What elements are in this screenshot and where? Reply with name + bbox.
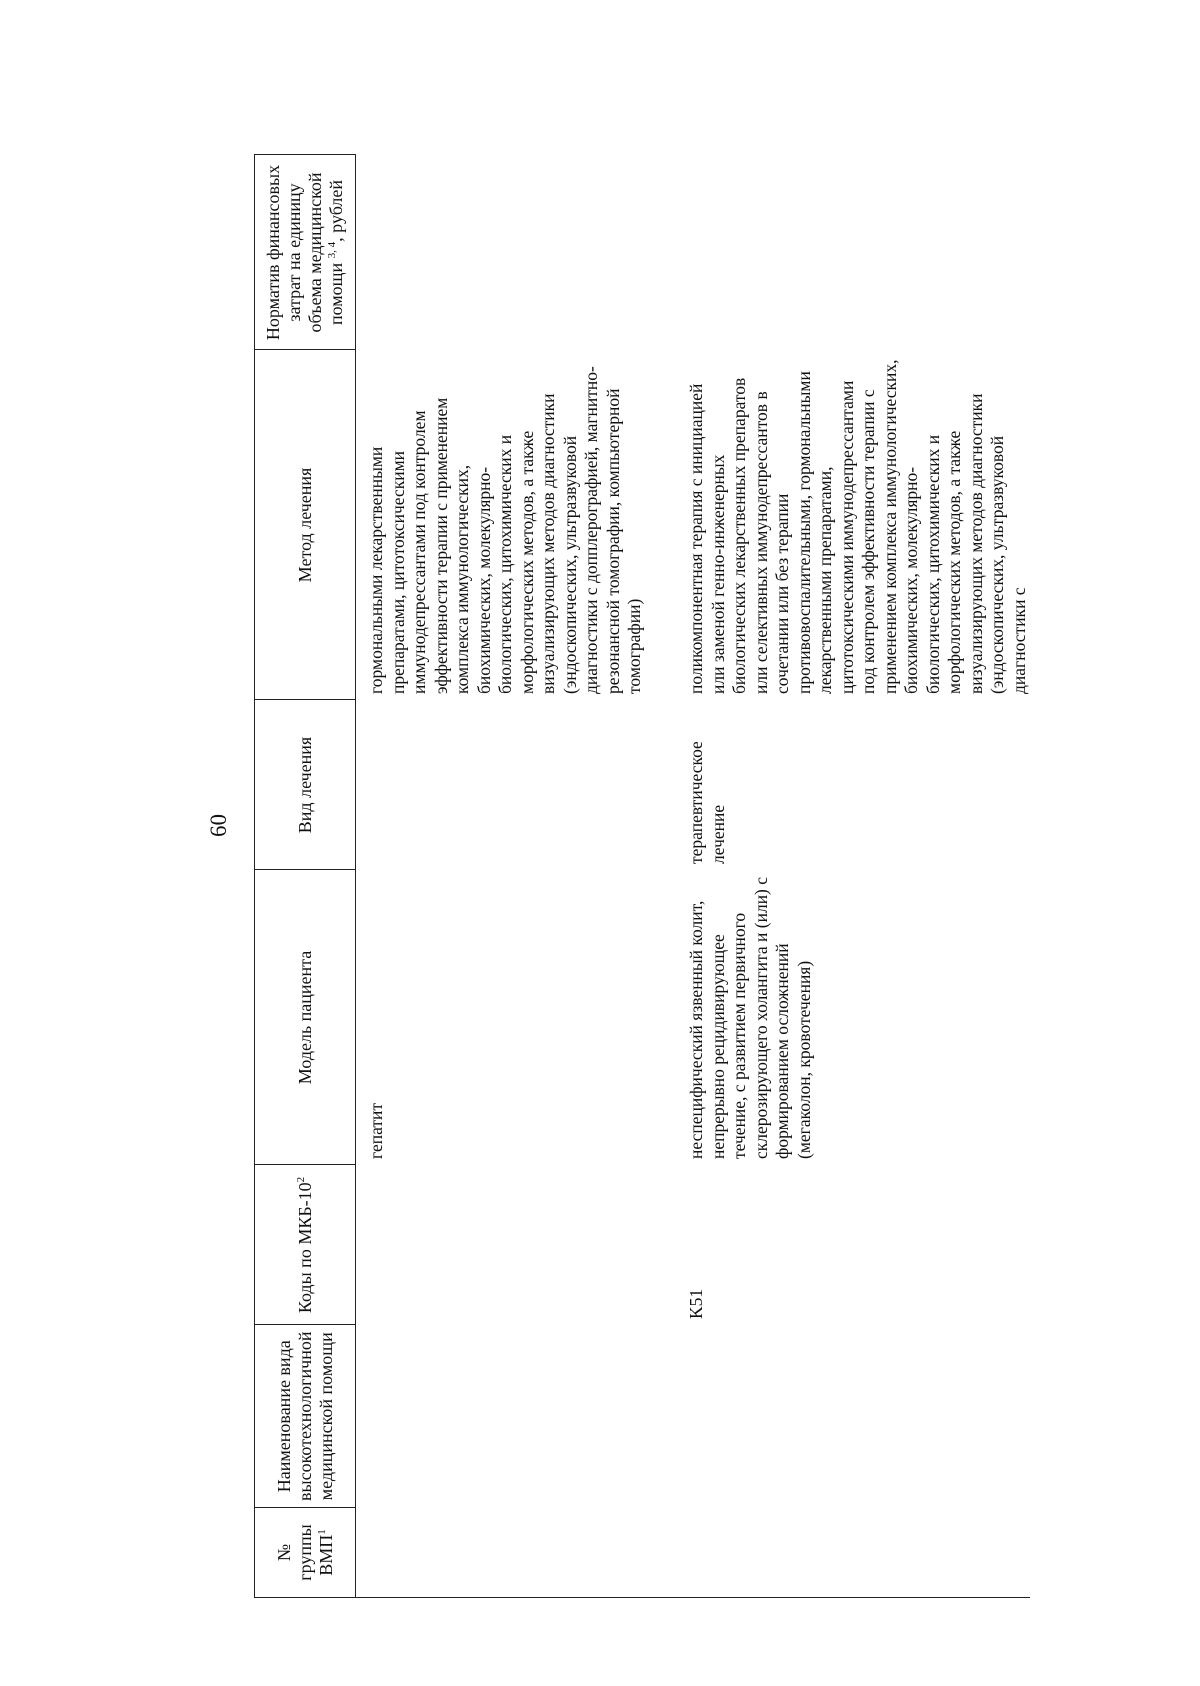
- cell-group-no: [356, 1508, 677, 1598]
- table-header-row: [255, 155, 356, 1598]
- cell-type-name: [676, 1325, 1030, 1508]
- cell-patient-model: гепатит: [366, 1102, 386, 1159]
- header-treatment-type: Вид лечения: [255, 700, 356, 870]
- cell-treatment-method: гормональными лекарственными препаратами, цитотоксическими иммунодепрессантами под контролем эффективности терапии с применением комплекса иммунологических, биохимических, молекулярно-биологических, цитохимических и морфологических методов, а также визуализирующих методов диагностики (эндоскопических, ультразвуковой диагностики с допплерографией, магнитно-резонансной томографии, компьютерной томографии): [366, 366, 644, 694]
- cell-group-no: [676, 1508, 1030, 1598]
- header-type-name: Наименование вида высокотехнологичной медицинской помощи: [255, 1325, 356, 1508]
- cell-icd-code: K51: [686, 1288, 706, 1319]
- page-number: 60: [206, 814, 231, 837]
- cell-type-name: [356, 1325, 677, 1508]
- cell-treatment-type: терапевтическое лечение: [686, 741, 728, 864]
- vmp-table: [254, 154, 1030, 1598]
- cell-cost-norm: [676, 155, 1030, 350]
- rotated-page: [146, 53, 1200, 1598]
- header-cost-norm: Норматив финансовых затрат на единицу объема медицинской помощи $^{3, 4}$, рублей: [255, 155, 356, 350]
- cell-icd-code: [356, 1165, 677, 1325]
- cell-treatment-method: поликомпонентная терапия с инициацией или заменой генно-инженерных биологических лекарственных препаратов или селективных иммунодепрессантов в сочетании или без терапии противовоспалительными, гормональными лекарственными препаратами, цитотоксическими иммунодепрессантами под контролем эффективности терапии с применением комплекса иммунологических, биохимических, молекулярно-биологических, цитохимических и морфологических методов, а также визуализирующих методов диагностики (эндоскопических, ультразвуковой диагностики с: [686, 359, 1029, 694]
- table-row: [356, 155, 677, 1598]
- cell-patient-model: неспецифический язвенный колит, непрерывно рецидивирующее течение, с развитием первичного склерозирующего холангита и (или) с формированием осложнений (мегаколон, кровотечения): [686, 876, 814, 1159]
- cell-treatment-type: [356, 700, 677, 870]
- header-patient-model: Модель пациента: [255, 870, 356, 1165]
- table-row: [676, 155, 1030, 1598]
- header-icd-codes: Коды по МКБ-$10^2$: [255, 1165, 356, 1325]
- header-treatment-method: Метод лечения: [255, 350, 356, 700]
- header-group-no: № группы ВМП$^1$: [255, 1508, 356, 1598]
- cell-cost-norm: [356, 155, 677, 350]
